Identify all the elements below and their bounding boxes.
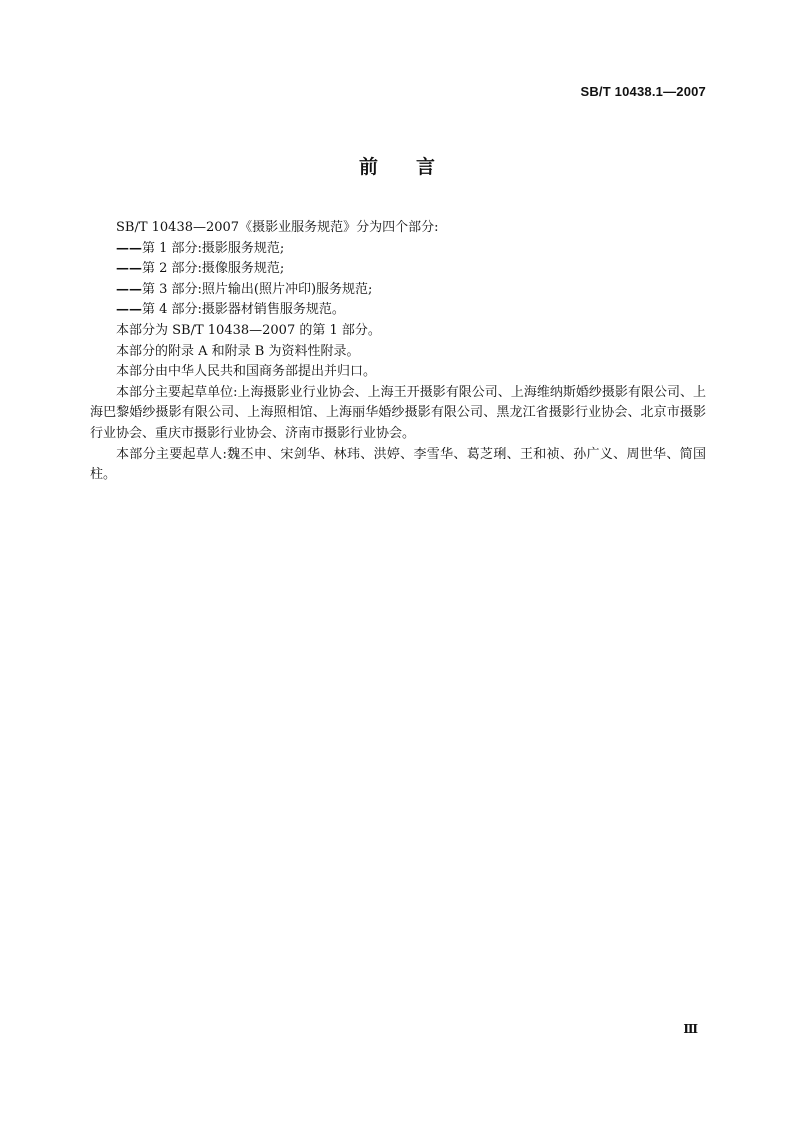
dash-mark: —— bbox=[116, 302, 142, 318]
part-list-item-2 bbox=[90, 259, 706, 280]
part-text: 第 4 部分:摄影器材销售服务规范。 bbox=[142, 302, 345, 318]
foreword-body bbox=[90, 218, 706, 486]
page-number: Ⅲ bbox=[683, 1022, 698, 1036]
part-statement-paragraph: 本部分为 SB/T 10438—2007 的第 1 部分。 bbox=[116, 322, 381, 338]
dash-mark: —— bbox=[116, 240, 142, 256]
part-text: 第 1 部分:摄影服务规范; bbox=[142, 240, 285, 256]
part-list-item-1 bbox=[90, 239, 706, 260]
part-list-item-4 bbox=[90, 300, 706, 321]
part-text: 第 2 部分:摄像服务规范; bbox=[142, 261, 285, 277]
proposer-paragraph: 本部分由中华人民共和国商务部提出并归口。 bbox=[116, 364, 377, 380]
standard-code-header: SB/T 10438.1—2007 bbox=[580, 84, 706, 99]
appendix-paragraph: 本部分的附录 A 和附录 B 为资料性附录。 bbox=[116, 343, 360, 359]
intro-paragraph: SB/T 10438—2007《摄影业服务规范》分为四个部分: bbox=[116, 220, 439, 235]
part-text: 第 3 部分:照片输出(照片冲印)服务规范; bbox=[142, 281, 373, 297]
page-title: 前言 bbox=[358, 156, 473, 178]
drafters-paragraph: 本部分主要起草人:魏丕申、宋剑华、林玮、洪婷、李雪华、葛芝琍、王和祯、孙广义、周世华、简国柱。 bbox=[90, 446, 706, 483]
drafting-units-paragraph: 本部分主要起草单位:上海摄影业行业协会、上海王开摄影有限公司、上海维纳斯婚纱摄影有限公司、上海巴黎婚纱摄影有限公司、上海照相馆、上海丽华婚纱摄影有限公司、黑龙江省摄影行业协会、北京市摄影行业协会、重庆市摄影行业协会、济南市摄影行业协会。 bbox=[90, 384, 706, 441]
dash-mark: —— bbox=[116, 261, 142, 277]
dash-mark: —— bbox=[116, 281, 142, 297]
part-list-item-3 bbox=[90, 280, 706, 301]
